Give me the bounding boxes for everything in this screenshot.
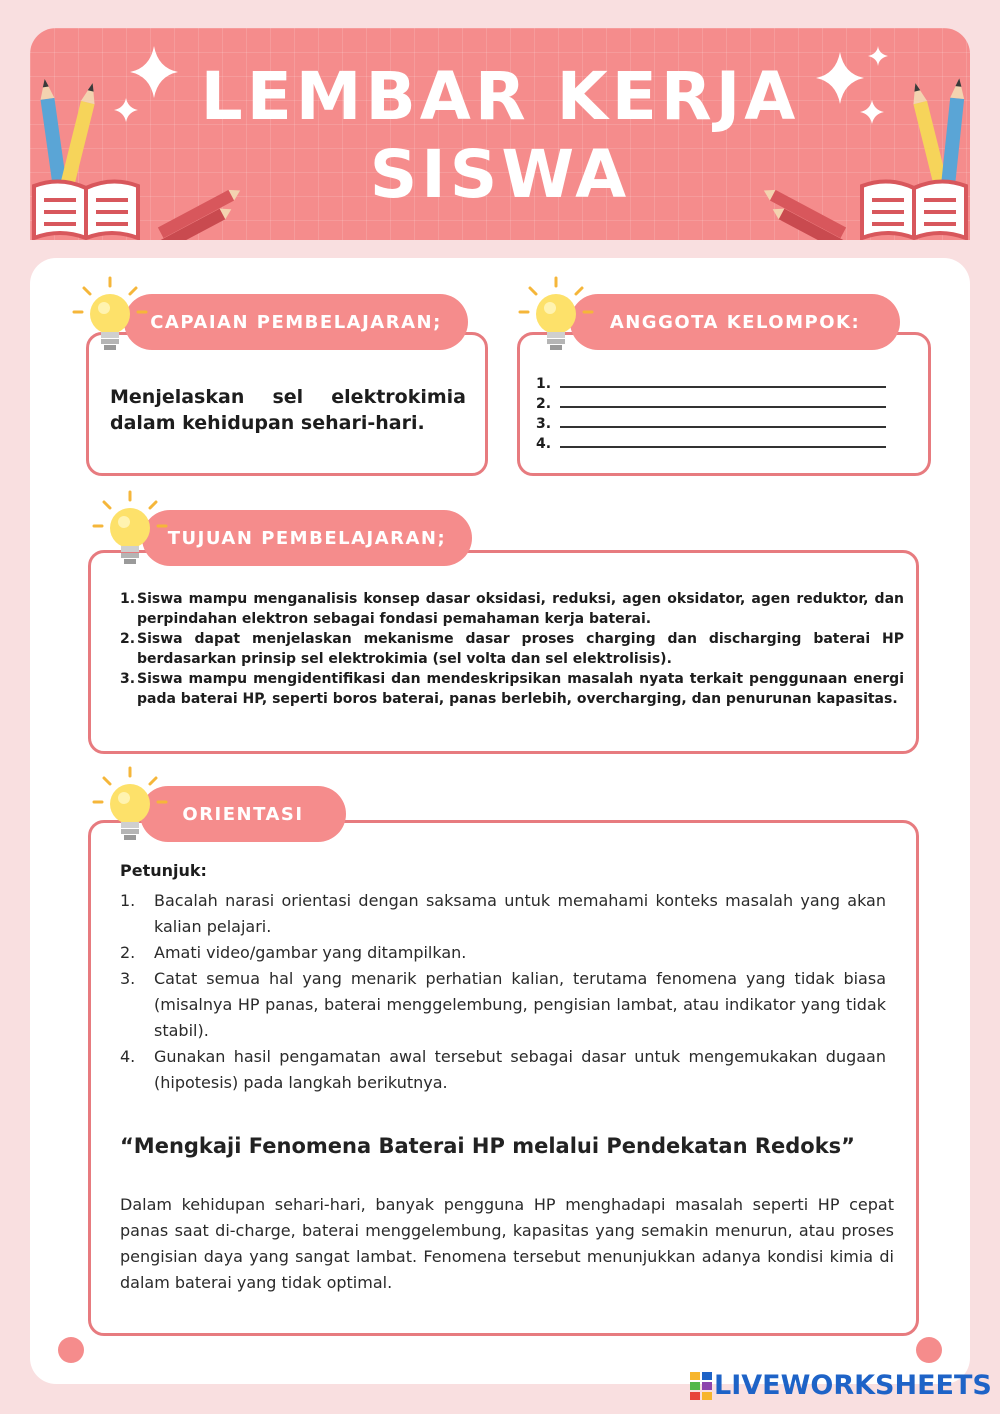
narrative-text: Dalam kehidupan sehari-hari, banyak pengguna HP menghadapi masalah seperti HP cepat panas saat di-charge, baterai menggelembung, kapasitas yang semakin menurun, atau proses pengisian daya yang sangat lambat. Fenomena tersebut menunjukkan adanya kondisi kimia di dalam baterai yang tidak optimal.	[120, 1195, 894, 1292]
header-banner	[30, 28, 970, 240]
item-text: Catat semua hal yang menarik perhatian kalian, terutama fenomena yang tidak biasa (misalnya HP panas, baterai menggelembung, pengisian lambat, atau indikator yang tidak stabil).	[154, 969, 886, 1040]
item-number: 2.	[120, 943, 136, 962]
item-number: 1.	[120, 891, 136, 910]
banner-title-line1: LEMBAR KERJA	[200, 58, 800, 135]
item-text: Bacalah narasi orientasi dengan saksama untuk memahami konteks masalah yang akan kalian pelajari.	[154, 891, 886, 936]
lightbulb-icon	[70, 276, 150, 356]
member-number: 1.	[536, 376, 552, 392]
item-text: Gunakan hasil pengamatan awal tersebut sebagai dasar untuk mengemukakan dugaan (hipotesis) pada langkah berikutnya.	[154, 1047, 886, 1092]
banner-title-line2: SISWA	[369, 136, 631, 213]
member-number: 3.	[536, 416, 552, 432]
list-item	[120, 1044, 886, 1096]
liveworksheets-logo-icon	[690, 1372, 712, 1400]
orientasi-label: ORIENTASI	[140, 786, 346, 842]
list-item	[536, 432, 886, 452]
list-item	[120, 629, 904, 669]
anggota-label: ANGGOTA KELOMPOK:	[570, 294, 900, 350]
decor-dot	[58, 1337, 84, 1363]
item-text: Siswa mampu mengidentifikasi dan mendeskripsikan masalah nyata terkait penggunaan energi pada baterai HP, seperti boros baterai, panas berlebih, overcharging, dan penurunan kapasitas.	[137, 671, 904, 707]
list-item	[120, 669, 904, 709]
open-book-right-icon	[858, 176, 970, 240]
member-name-field[interactable]	[560, 446, 886, 448]
item-text: Siswa mampu menganalisis konsep dasar oksidasi, reduksi, agen oksidator, agen reduktor, dan perpindahan elektron sebagai fondasi pemahaman kerja baterai.	[137, 591, 904, 627]
member-list	[536, 372, 886, 452]
list-item	[120, 940, 886, 966]
list-item	[536, 412, 886, 432]
item-number: 3.	[120, 671, 136, 687]
item-number: 4.	[120, 1047, 136, 1066]
member-number: 4.	[536, 436, 552, 452]
liveworksheets-logo	[690, 1370, 992, 1401]
member-name-field[interactable]	[560, 426, 886, 428]
item-text: Siswa dapat menjelaskan mekanisme dasar proses charging dan discharging baterai HP berdasarkan prinsip sel elektrokimia (sel volta dan sel elektrolisis).	[137, 631, 904, 667]
lightbulb-icon	[516, 276, 596, 356]
petunjuk-heading: Petunjuk:	[120, 861, 207, 880]
member-name-field[interactable]	[560, 406, 886, 408]
capaian-label: CAPAIAN PEMBELAJARAN;	[124, 294, 468, 350]
lightbulb-icon	[90, 490, 170, 570]
narrative-title: “Mengkaji Fenomena Baterai HP melalui Pendekatan Redoks”	[120, 1134, 855, 1158]
member-number: 2.	[536, 396, 552, 412]
list-item	[120, 966, 886, 1044]
tujuan-label: TUJUAN PEMBELAJARAN;	[142, 510, 472, 566]
list-item	[536, 392, 886, 412]
capaian-text: Menjelaskan sel elektrokimia dalam kehidupan sehari-hari.	[110, 386, 466, 434]
liveworksheets-logo-text: LIVEWORKSHEETS	[714, 1370, 992, 1401]
item-number: 2.	[120, 631, 136, 647]
list-item	[120, 888, 886, 940]
lightbulb-icon	[90, 766, 170, 846]
red-pencils-right-icon	[758, 188, 858, 240]
tujuan-list	[120, 589, 904, 709]
decor-dot	[916, 1337, 942, 1363]
list-item	[120, 589, 904, 629]
list-item	[536, 372, 886, 392]
petunjuk-list	[120, 888, 886, 1096]
member-name-field[interactable]	[560, 386, 886, 388]
item-text: Amati video/gambar yang ditampilkan.	[154, 943, 467, 962]
item-number: 1.	[120, 591, 136, 607]
sparkle-right-icon	[812, 46, 890, 130]
item-number: 3.	[120, 969, 136, 988]
